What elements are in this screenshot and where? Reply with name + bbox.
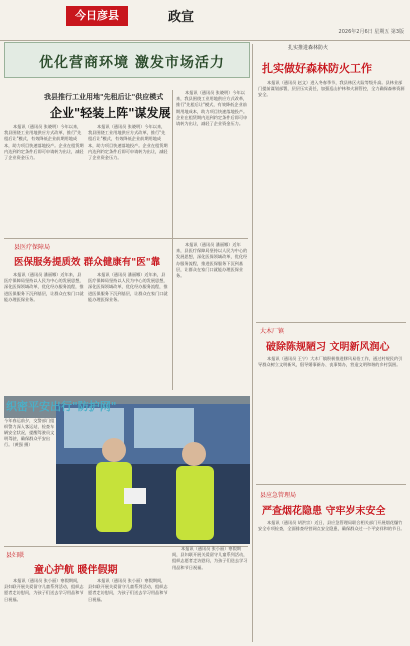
masthead xyxy=(0,0,410,41)
newspaper-logo: 今日彦县 xyxy=(66,6,128,26)
banner-title: 优化营商环境 激发市场活力 xyxy=(39,55,225,71)
page-column-divider xyxy=(252,44,253,642)
story3-section: 县妇联 xyxy=(6,552,25,559)
story4-kicker: 扎实推进森林防火 xyxy=(288,45,329,51)
section-rule xyxy=(4,238,248,239)
story1-headline: 企业"轻装上阵"谋发展 xyxy=(50,106,171,120)
story5-section: 大木厂镇 xyxy=(260,328,285,335)
story2-body-col2: 本报讯（通讯员 潘丽娜）近年来，县医疗保障局坚持以人民为中心的发展思想，深化医保领域改革，优化经办服务流程，推进医保服务下沉到基层，让群众在家门口就能办理医保业务。 xyxy=(88,272,168,302)
story5-body: 本报讯（通讯员 王宁）大木厂镇积极推进移风易俗工作，通过村规民约引导群众树立文明新风，倡导婚事新办、丧事简办，营造文明和谐的乡村氛围。 xyxy=(258,356,403,368)
story6-section: 县应急管理局 xyxy=(260,492,297,499)
column-divider xyxy=(172,90,173,390)
story4-headline: 扎实做好森林防火工作 xyxy=(262,62,372,75)
section-title: 政宣 xyxy=(168,10,195,25)
section-rule-4 xyxy=(256,484,406,485)
story3-body-col2: 本报讯（通讯员 张小丽）寒假期间，县妇联开展关爱留守儿童系列活动，组织志愿者走访慰问，为孩子们送去学习用品和节日祝福。 xyxy=(88,578,168,602)
story3-body-col3: 本报讯（通讯员 张小丽）寒假期间，县妇联开展关爱留守儿童系列活动，组织志愿者走访慰问，为孩子们送去学习用品和节日祝福。 xyxy=(172,546,248,570)
story1-body: 本报讯（通讯员 张晓明）今年以来，我县围绕工业用地供应方式改革，推行"先租后让"模式，有效降低企业前期用地成本，助力项目快速落地投产。企业在租赁期内达到约定条件后即可申请转为出让，减轻了企业资金压力。 xyxy=(4,124,84,161)
photo-caption: 今年春运前夕，交警部门组织警力深入客运站，检查车辆安全状况，提醒驾驶员文明驾驶，确保群众平安出行。（黄强 摄） xyxy=(4,418,56,544)
story4-body: 本报讯（通讯员 赵文）进入冬春季节，我县林区火险等级升高。县林业部门提前谋划部署，层层压实责任，加强巡山护林和火源管控，全力确保森林资源安全。 xyxy=(258,80,405,98)
story2-section: 县医疗保障局 xyxy=(14,244,51,251)
story6-body: 本报讯（通讯员 胡洪宗）近日，县应急管理局联合相关部门开展烟花爆竹安全专项检查，全面排查经营网点安全隐患，确保群众过一个平安祥和的节日。 xyxy=(258,520,405,532)
story6-headline: 严查烟花隐患 守牢岁末安全 xyxy=(262,506,386,517)
story2-headline: 医保服务提质效 群众健康有"医"靠 xyxy=(14,257,161,268)
story5-headline: 破除陈规陋习 文明新风润心 xyxy=(266,342,390,353)
photo-title: 织密平安出行"防护网" xyxy=(6,400,117,413)
story1-body-col3: 本报讯（通讯员 张晓明）今年以来，我县围绕工业用地供应方式改革，推行"先租后让"模式，有效降低企业前期用地成本，助力项目快速落地投产。企业在租赁期内达到约定条件后即可申请转为出让，减轻了企业资金压力。 xyxy=(176,90,248,127)
story2-body-col3: 本报讯（通讯员 潘丽娜）近年来，县医疗保障局坚持以人民为中心的发展思想，深化医保领域改革，优化经办服务流程，推进医保服务下沉到基层，让群众在家门口就能办理医保业务。 xyxy=(176,242,248,279)
story3-body: 本报讯（通讯员 张小丽）寒假期间，县妇联开展关爱留守儿童系列活动，组织志愿者走访慰问，为孩子们送去学习用品和节日祝福。 xyxy=(4,578,84,602)
story1-kicker: 我县推行工业用地"先租后让"供应模式 xyxy=(44,93,164,101)
story2-body: 本报讯（通讯员 潘丽娜）近年来，县医疗保障局坚持以人民为中心的发展思想，深化医保领域改革，优化经办服务流程，推进医保服务下沉到基层，让群众在家门口就能办理医保业务。 xyxy=(4,272,84,302)
story1-body-col2: 本报讯（通讯员 张晓明）今年以来，我县围绕工业用地供应方式改革，推行"先租后让"模式，有效降低企业前期用地成本，助力项目快速落地投产。企业在租赁期内达到约定条件后即可申请转为出让，减轻了企业资金压力。 xyxy=(88,124,168,161)
story3-headline: 童心护航 暖伴假期 xyxy=(34,565,118,576)
feature-banner xyxy=(4,42,250,78)
date-line: 2026年2月6日 星期五 第3版 xyxy=(338,29,404,35)
section-rule-3 xyxy=(256,322,406,323)
